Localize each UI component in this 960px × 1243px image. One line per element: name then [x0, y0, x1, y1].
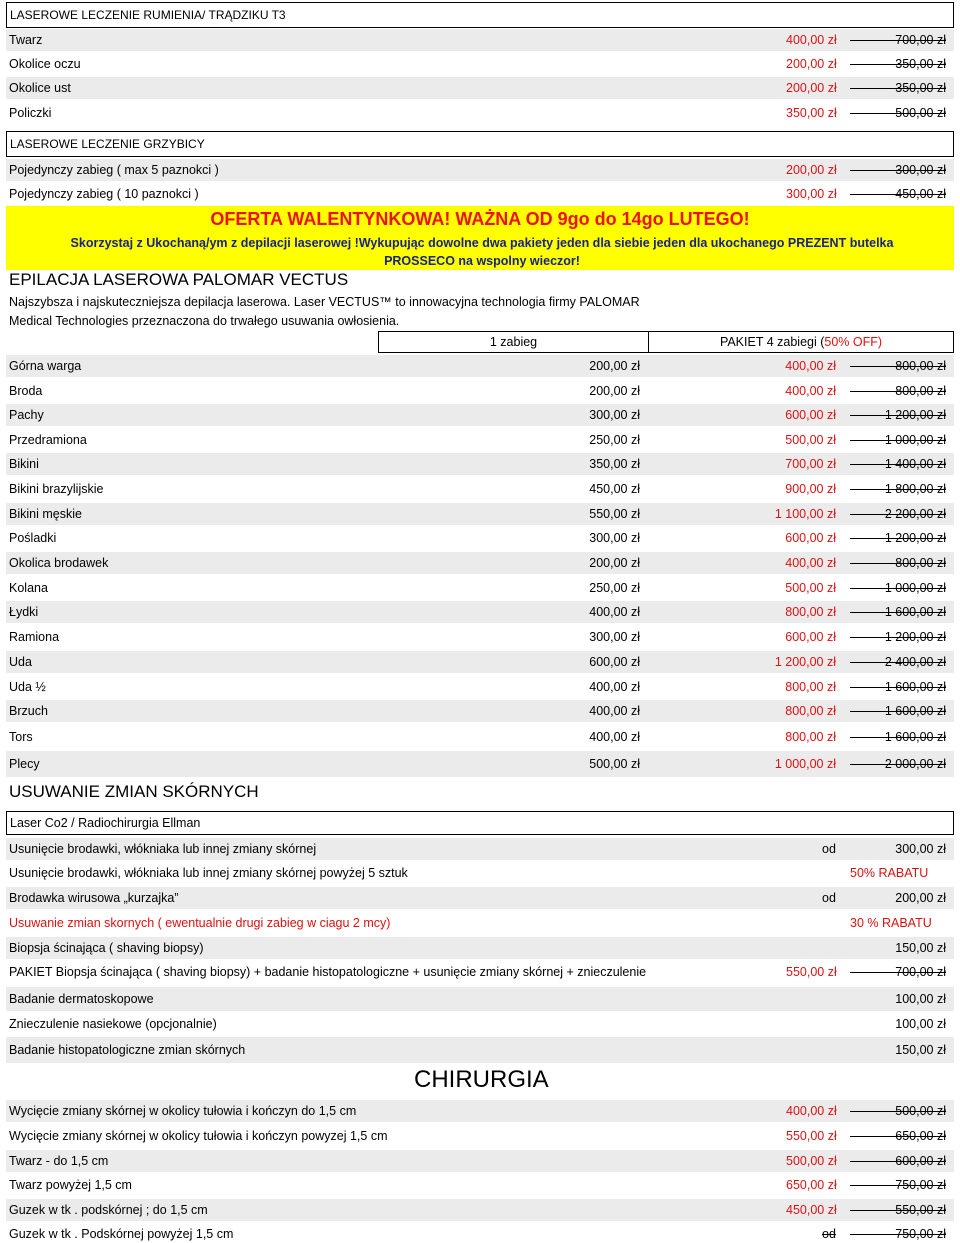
grzybica-title: LASEROWE LECZENIE GRZYBICY: [10, 137, 205, 151]
single-price: 250,00 zł: [589, 433, 640, 447]
row-label: Twarz: [9, 33, 43, 47]
table-row: [6, 380, 954, 402]
epilacja-desc-2: Medical Technologies przeznaczona do trwałego usuwania owłosienia.: [9, 314, 400, 328]
discount-badge: 30 % RABATU: [850, 916, 932, 930]
package-price: 400,00 zł: [785, 359, 836, 373]
old-price: 500,00 zł: [850, 1100, 946, 1122]
promo-price: 400,00 zł: [786, 33, 837, 47]
promo-price: 550,00 zł: [786, 965, 837, 979]
package-price: 700,00 zł: [785, 457, 836, 471]
offer-heading: OFERTA WALENTYNKOWA! WAŻNA OD 9go do 14go LUTEGO!: [210, 209, 750, 229]
old-price: 300,00 zł: [850, 159, 946, 181]
table-row: [6, 987, 954, 1011]
row-label: Wycięcie zmiany skórnej w okolicy tułowia i kończyn powyzej 1,5 cm: [9, 1129, 388, 1143]
table-row: [6, 552, 954, 574]
single-price: 600,00 zł: [589, 655, 640, 669]
price-prefix: od: [822, 1226, 836, 1241]
zmiany-subtitle-box: [6, 811, 954, 835]
price: 150,00 zł: [895, 1043, 946, 1057]
old-price: 550,00 zł: [850, 1199, 946, 1221]
table-row: [6, 159, 954, 181]
valentine-offer-banner: [6, 206, 954, 270]
row-label: Przedramiona: [9, 433, 87, 447]
row-label: Okolice oczu: [9, 57, 81, 71]
single-price: 300,00 zł: [589, 630, 640, 644]
old-price: 1 600,00 zł: [850, 601, 946, 623]
old-price: 350,00 zł: [850, 77, 946, 99]
row-label: Okolica brodawek: [9, 556, 109, 570]
old-price: 650,00 zł: [850, 1125, 946, 1147]
old-price: 1 600,00 zł: [850, 726, 946, 748]
table-row: [6, 77, 954, 99]
single-price: 300,00 zł: [589, 408, 640, 422]
row-label: Pojedynczy zabieg ( max 5 paznokci ): [9, 163, 219, 177]
discount-badge: 50% RABATU: [850, 866, 929, 880]
table-row: [6, 862, 954, 884]
row-label: Uda ½: [9, 680, 46, 694]
price: 150,00 zł: [895, 941, 946, 955]
table-row: [6, 1100, 954, 1122]
old-price: 2 400,00 zł: [850, 651, 946, 673]
old-price: 1 200,00 zł: [850, 404, 946, 426]
row-label: Uda: [9, 655, 32, 669]
single-price: 250,00 zł: [589, 581, 640, 595]
package-price: 400,00 zł: [785, 556, 836, 570]
table-row: [6, 29, 954, 51]
old-price: 1 200,00 zł: [850, 626, 946, 648]
row-label: Wycięcie zmiany skórnej w okolicy tułowia i kończyn do 1,5 cm: [9, 1104, 357, 1118]
old-price: 750,00 zł: [850, 1174, 946, 1196]
table-row: [6, 503, 954, 525]
row-label: PAKIET Biopsja ścinająca ( shaving biopsy) + badanie histopatologiczne + usunięcie zmiany skórnej + znieczulenie: [9, 965, 647, 979]
table-row: [6, 183, 954, 205]
price-prefix: od: [822, 891, 836, 905]
table-row: [6, 601, 954, 623]
row-label: Guzek w tk . podskórnej ; do 1,5 cm: [9, 1203, 208, 1217]
row-label: Tors: [9, 730, 33, 744]
rumien-header: [6, 2, 954, 28]
old-price: 800,00 zł: [850, 380, 946, 402]
row-label: Guzek w tk . Podskórnej powyżej 1,5 cm: [9, 1226, 234, 1241]
row-label: Bikini brazylijskie: [9, 482, 104, 496]
single-price: 550,00 zł: [589, 507, 640, 521]
row-label: Policzki: [9, 106, 52, 120]
grzybica-header: [6, 131, 954, 157]
package-price: 400,00 zł: [785, 384, 836, 398]
old-price: 1 800,00 zł: [850, 478, 946, 500]
row-label: Brodawka wirusowa „kurzajka”: [9, 891, 179, 905]
row-label: Łydki: [9, 605, 39, 619]
table-row: [6, 626, 954, 648]
old-price: 1 200,00 zł: [850, 527, 946, 549]
row-label: Usunięcie brodawki, włókniaka lub innej zmiany skórnej: [9, 842, 317, 856]
table-row: [6, 1125, 954, 1147]
price: 100,00 zł: [895, 1017, 946, 1031]
old-price: 750,00 zł: [850, 1224, 946, 1243]
package-price: 900,00 zł: [785, 482, 836, 496]
package-price: 600,00 zł: [785, 630, 836, 644]
promo-price: 500,00 zł: [786, 1154, 837, 1168]
table-row: [6, 838, 954, 860]
table-row: [6, 404, 954, 426]
package-price: 500,00 zł: [785, 433, 836, 447]
table-row: [6, 577, 954, 599]
row-label: Znieczulenie nasiekowe (opcjonalnie): [9, 1017, 217, 1031]
price: 100,00 zł: [895, 992, 946, 1006]
table-row: [6, 1224, 954, 1243]
old-price: 600,00 zł: [850, 1150, 946, 1172]
single-price: 400,00 zł: [589, 605, 640, 619]
promo-price: 200,00 zł: [786, 57, 837, 71]
old-price: 2 000,00 zł: [850, 751, 946, 777]
package-price: 1 200,00 zł: [774, 655, 836, 669]
old-price: 1 000,00 zł: [850, 577, 946, 599]
old-price: 700,00 zł: [850, 29, 946, 51]
row-label: Pojedynczy zabieg ( 10 paznokci ): [9, 187, 199, 201]
row-label: Ramiona: [9, 630, 60, 644]
row-label: Okolice ust: [9, 81, 71, 95]
row-label: Biopsja ścinająca ( shaving biopsy): [9, 941, 204, 955]
promo-price: 450,00 zł: [786, 1203, 837, 1217]
row-label: Brzuch: [9, 704, 48, 718]
old-price: 1 600,00 zł: [850, 676, 946, 698]
single-price: 500,00 zł: [589, 757, 640, 771]
package-price: 1 000,00 zł: [774, 757, 836, 771]
col-header-single-label: 1 zabieg: [489, 335, 538, 349]
offer-text: Skorzystaj z Ukochaną/ym z depilacji laserowej !Wykupując dowolne dwa pakiety jeden dla siebie jeden dla ukochanego PREZENT butelka PROSSECO na wspolny wieczor!: [70, 236, 894, 268]
promo-price: 200,00 zł: [786, 81, 837, 95]
table-row: [6, 751, 954, 777]
price: 300,00 zł: [895, 842, 946, 856]
col-header-single: [378, 331, 649, 353]
single-price: 400,00 zł: [589, 704, 640, 718]
old-price: 1 400,00 zł: [850, 453, 946, 475]
zmiany-subtitle: Laser Co2 / Radiochirurgia Ellman: [10, 816, 201, 830]
old-price: 350,00 zł: [850, 53, 946, 75]
single-price: 200,00 zł: [589, 359, 640, 373]
old-price: 1 600,00 zł: [850, 700, 946, 722]
single-price: 200,00 zł: [589, 556, 640, 570]
row-label: Pośladki: [9, 531, 57, 545]
zmiany-title: USUWANIE ZMIAN SKÓRNYCH: [9, 782, 259, 801]
table-row: [6, 1150, 954, 1172]
promo-price: 550,00 zł: [786, 1129, 837, 1143]
table-row: [6, 887, 954, 909]
promo-price: 350,00 zł: [786, 106, 837, 120]
row-label: Kolana: [9, 581, 48, 595]
table-row: [6, 527, 954, 549]
single-price: 350,00 zł: [589, 457, 640, 471]
row-label: Badanie dermatoskopowe: [9, 992, 154, 1006]
promo-price: 300,00 zł: [786, 187, 837, 201]
table-row: [6, 726, 954, 748]
old-price: 1 000,00 zł: [850, 429, 946, 451]
package-price: 1 100,00 zł: [774, 507, 836, 521]
promo-price: 650,00 zł: [786, 1178, 837, 1192]
table-row: [6, 355, 954, 377]
table-row: [6, 700, 954, 722]
table-row: [6, 1012, 954, 1036]
price-prefix: od: [822, 842, 836, 856]
single-price: 200,00 zł: [589, 384, 640, 398]
old-price: 450,00 zł: [850, 183, 946, 205]
table-row: [6, 1037, 954, 1063]
package-price: 800,00 zł: [785, 730, 836, 744]
row-label: Bikini męskie: [9, 507, 82, 521]
row-label: Górna warga: [9, 359, 82, 373]
table-row: [6, 676, 954, 698]
table-row: [6, 912, 954, 934]
table-row: [6, 1199, 954, 1221]
table-row: [6, 102, 954, 124]
package-price: 600,00 zł: [785, 531, 836, 545]
row-label: Usuwanie zmian skornych ( ewentualnie drugi zabieg w ciagu 2 mcy): [9, 916, 391, 930]
col-header-package-label: PAKIET 4 zabiegi ( 50% OFF): [719, 335, 883, 349]
table-row: [6, 429, 954, 451]
package-price: 500,00 zł: [785, 581, 836, 595]
table-row: [6, 1174, 954, 1196]
old-price: 700,00 zł: [850, 961, 946, 983]
row-label: Bikini: [9, 457, 39, 471]
promo-price: 200,00 zł: [786, 163, 837, 177]
promo-price: 400,00 zł: [786, 1104, 837, 1118]
row-label: Twarz powyżej 1,5 cm: [9, 1178, 132, 1192]
table-row: [6, 478, 954, 500]
table-row: [6, 961, 954, 983]
row-label: Pachy: [9, 408, 44, 422]
chirurgia-title: CHIRURGIA: [414, 1066, 549, 1093]
row-label: Broda: [9, 384, 43, 398]
table-row: [6, 937, 954, 959]
row-label: Usunięcie brodawki, włókniaka lub innej zmiany skórnej powyżej 5 sztuk: [9, 866, 408, 880]
single-price: 450,00 zł: [589, 482, 640, 496]
old-price: 800,00 zł: [850, 355, 946, 377]
table-row: [6, 453, 954, 475]
package-price: 800,00 zł: [785, 704, 836, 718]
price: 200,00 zł: [895, 891, 946, 905]
old-price: 2 200,00 zł: [850, 503, 946, 525]
row-label: Twarz - do 1,5 cm: [9, 1154, 109, 1168]
package-price: 600,00 zł: [785, 408, 836, 422]
package-price: 800,00 zł: [785, 680, 836, 694]
package-price: 800,00 zł: [785, 605, 836, 619]
row-label: Badanie histopatologiczne zmian skórnych: [9, 1043, 246, 1057]
single-price: 400,00 zł: [589, 730, 640, 744]
single-price: 300,00 zł: [589, 531, 640, 545]
old-price: 500,00 zł: [850, 102, 946, 124]
epilacja-title: EPILACJA LASEROWA PALOMAR VECTUS: [9, 270, 349, 289]
row-label: Plecy: [9, 757, 40, 771]
table-row: [6, 53, 954, 75]
col-header-package: [648, 331, 954, 353]
rumien-title: LASEROWE LECZENIE RUMIENIA/ TRĄDZIKU T3: [10, 8, 286, 22]
table-row: [6, 651, 954, 673]
epilacja-desc-1: Najszybsza i najskuteczniejsza depilacja laserowa. Laser VECTUS™ to innowacyjna technologia firmy PALOMAR: [9, 295, 640, 309]
old-price: 800,00 zł: [850, 552, 946, 574]
single-price: 400,00 zł: [589, 680, 640, 694]
